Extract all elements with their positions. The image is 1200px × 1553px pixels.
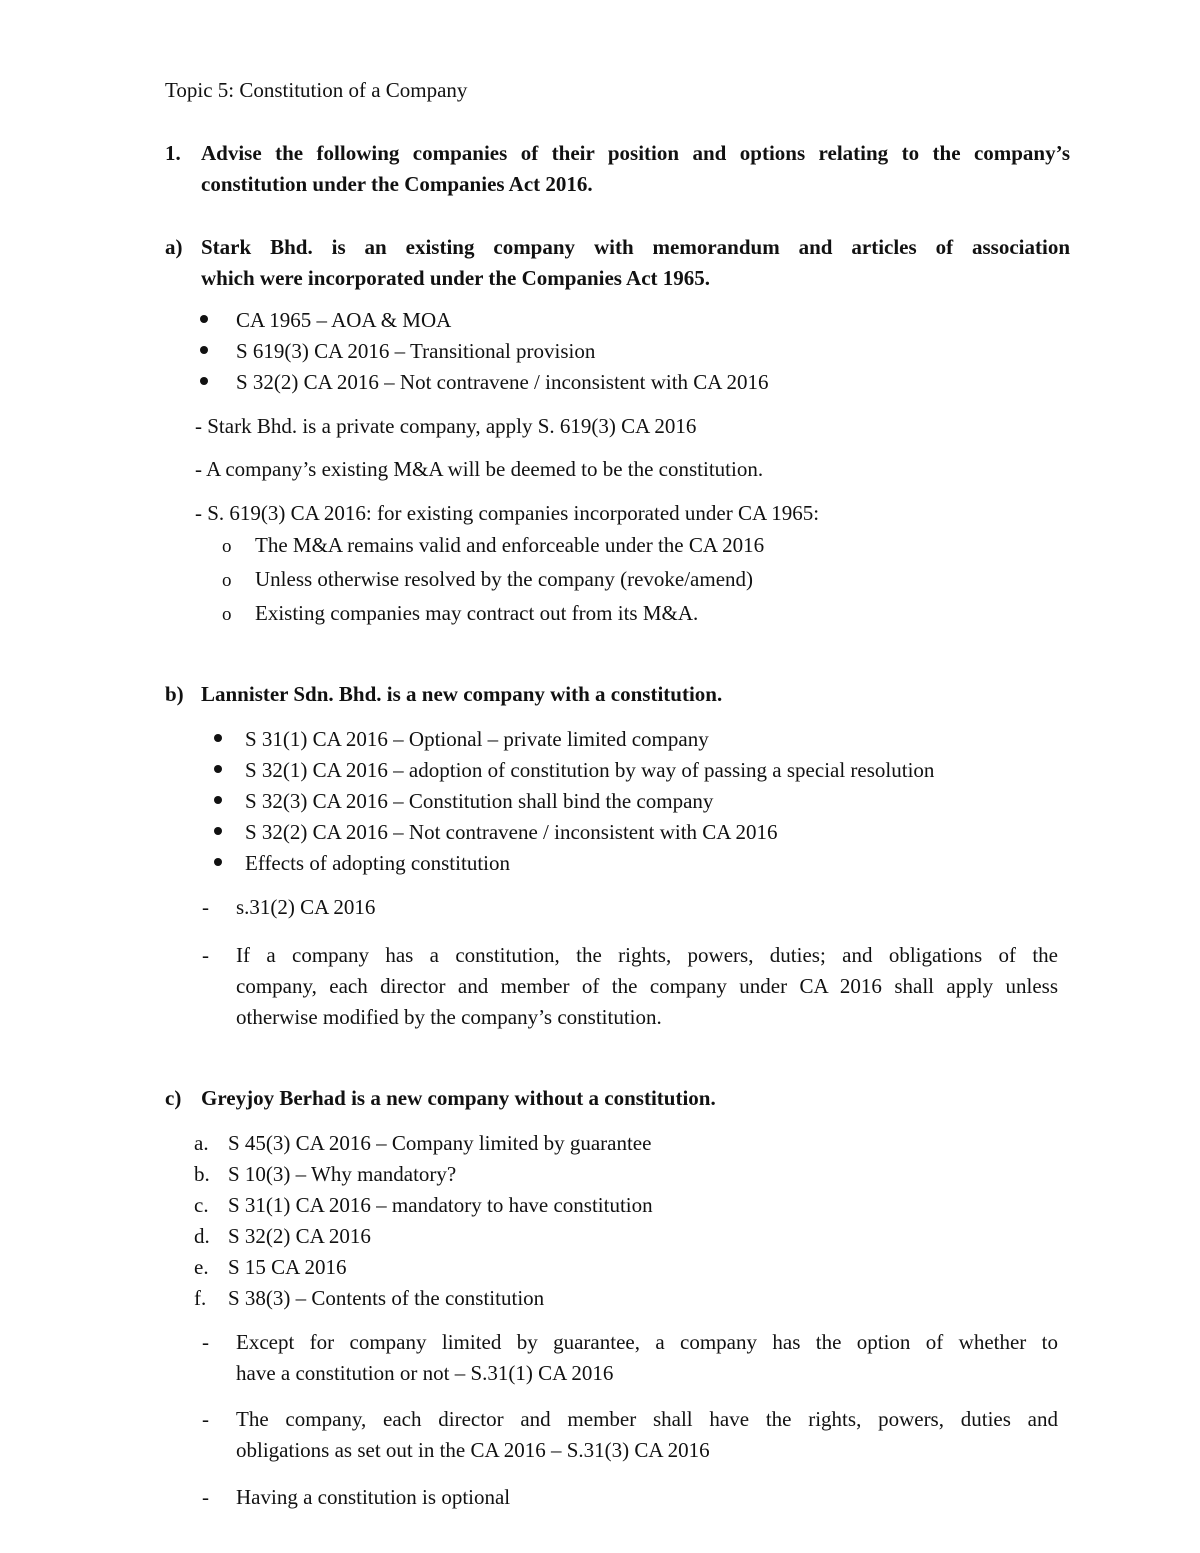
section-a-note: - S. 619(3) CA 2016: for existing companies incorporated under CA 1965: (195, 501, 820, 525)
section-c-list-item: S 32(2) CA 2016 (228, 1224, 371, 1248)
circle-bullet-icon: o (222, 604, 232, 625)
section-c-dash3: Having a constitution is optional (236, 1485, 511, 1509)
bullet-icon (214, 827, 222, 835)
section-c-list-item: S 38(3) – Contents of the constitution (228, 1286, 545, 1310)
question-text-line2: constitution under the Companies Act 2016. (201, 172, 593, 196)
section-c-dash2-line2: obligations as set out in the CA 2016 – S.31(3) CA 2016 (236, 1438, 710, 1462)
section-c-list-item: S 45(3) CA 2016 – Company limited by guarantee (228, 1131, 652, 1155)
bullet-icon (200, 377, 208, 385)
section-b-dash-item: s.31(2) CA 2016 (236, 895, 376, 919)
section-b-heading: Lannister Sdn. Bhd. is a new company with a constitution. (201, 682, 723, 706)
section-c-list-item: S 31(1) CA 2016 – mandatory to have constitution (228, 1193, 653, 1217)
section-c-dash1-line2: have a constitution or not – S.31(1) CA 2016 (236, 1361, 614, 1385)
question-text-line1: Advise the following companies of their position and options relating to the company’s (201, 141, 1070, 165)
bullet-icon (200, 315, 208, 323)
bullet-icon (214, 765, 222, 773)
section-a-sub-item: The M&A remains valid and enforceable under the CA 2016 (255, 533, 765, 557)
section-c-dash1-line1: Except for company limited by guarantee, a company has the option of whether to (236, 1330, 1058, 1354)
section-b-bullet: S 32(1) CA 2016 – adoption of constitution by way of passing a special resolution (245, 758, 935, 782)
section-b-bullet: S 32(2) CA 2016 – Not contravene / inconsistent with CA 2016 (245, 820, 778, 844)
section-b-dash-line2: company, each director and member of the company under CA 2016 shall apply unless (236, 974, 1058, 998)
section-a-heading-line2: which were incorporated under the Companies Act 1965. (201, 266, 711, 290)
section-c-heading: Greyjoy Berhad is a new company without a constitution. (201, 1086, 716, 1110)
list-marker: f. (194, 1286, 207, 1310)
section-b-bullet: Effects of adopting constitution (245, 851, 510, 875)
list-marker: b. (194, 1162, 210, 1186)
circle-bullet-icon: o (222, 570, 232, 591)
dash-marker: - (202, 1407, 209, 1431)
section-a-label: a) (165, 235, 183, 259)
section-b-bullet: S 31(1) CA 2016 – Optional – private limited company (245, 727, 709, 751)
list-marker: e. (194, 1255, 209, 1279)
section-c-list-item: S 10(3) – Why mandatory? (228, 1162, 457, 1186)
dash-marker: - (202, 895, 209, 919)
section-a-note: - A company’s existing M&A will be deemed to be the constitution. (195, 457, 764, 481)
question-number: 1. (165, 141, 181, 165)
section-c-dash2-line1: The company, each director and member shall have the rights, powers, duties and (236, 1407, 1058, 1431)
bullet-icon (214, 796, 222, 804)
section-a-bullet: S 32(2) CA 2016 – Not contravene / inconsistent with CA 2016 (236, 370, 769, 394)
section-b-label: b) (165, 682, 184, 706)
dash-marker: - (202, 1330, 209, 1354)
section-a-sub-item: Existing companies may contract out from its M&A. (255, 601, 699, 625)
section-b-dash-line1: If a company has a constitution, the rights, powers, duties; and obligations of the (236, 943, 1058, 967)
section-a-heading-line1: Stark Bhd. is an existing company with memorandum and articles of association (201, 235, 1070, 259)
list-marker: c. (194, 1193, 209, 1217)
circle-bullet-icon: o (222, 536, 232, 557)
section-a-bullet: CA 1965 – AOA & MOA (236, 308, 452, 332)
list-marker: d. (194, 1224, 210, 1248)
dash-marker: - (202, 943, 209, 967)
section-a-sub-item: Unless otherwise resolved by the company (revoke/amend) (255, 567, 754, 591)
dash-marker: - (202, 1485, 209, 1509)
section-a-bullet: S 619(3) CA 2016 – Transitional provision (236, 339, 596, 363)
section-b-dash-line3: otherwise modified by the company’s constitution. (236, 1005, 662, 1029)
bullet-icon (200, 346, 208, 354)
section-c-list-item: S 15 CA 2016 (228, 1255, 347, 1279)
section-b-bullet: S 32(3) CA 2016 – Constitution shall bind the company (245, 789, 714, 813)
list-marker: a. (194, 1131, 209, 1155)
bullet-icon (214, 734, 222, 742)
bullet-icon (214, 858, 222, 866)
section-c-label: c) (165, 1086, 182, 1110)
page-title: Topic 5: Constitution of a Company (165, 78, 468, 102)
section-a-note: - Stark Bhd. is a private company, apply S. 619(3) CA 2016 (195, 414, 697, 438)
